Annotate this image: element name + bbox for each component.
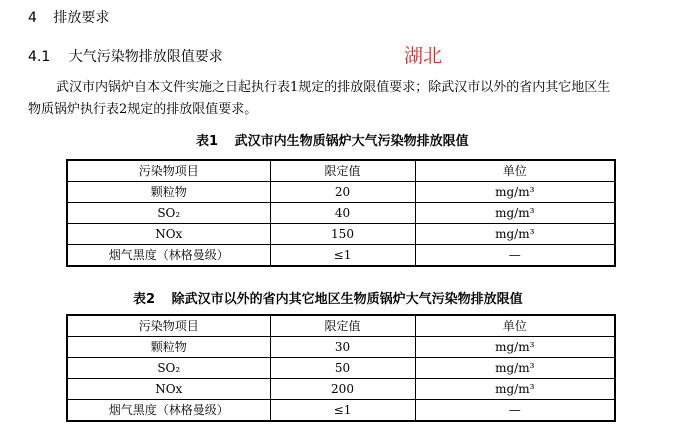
section-number: 4 xyxy=(28,10,37,26)
cell-unit: mg/m³ xyxy=(415,337,615,358)
body-paragraph xyxy=(28,77,668,121)
emission-limits-table-1 xyxy=(66,159,616,267)
table-header-row xyxy=(67,160,615,182)
cell-unit: mg/m³ xyxy=(415,379,615,400)
cell-limit: 40 xyxy=(270,203,415,224)
cell-limit: 50 xyxy=(270,358,415,379)
table-row xyxy=(67,379,615,400)
subsection-heading xyxy=(28,46,223,66)
cell-unit: mg/m³ xyxy=(415,358,615,379)
cell-unit: mg/m³ xyxy=(415,224,615,245)
header-cell-pollutant: 污染物项目 xyxy=(67,160,270,182)
cell-pollutant: 颗粒物 xyxy=(67,337,270,358)
paragraph-line-1: 武汉市内锅炉自本文件实施之日起执行表1规定的排放限值要求；除武汉市以外的省内其它地区生 xyxy=(56,80,611,95)
header-cell-unit: 单位 xyxy=(415,160,615,182)
subsection-title: 大气污染物排放限值要求 xyxy=(68,49,223,65)
table-1-caption-number: 表1 xyxy=(196,134,219,149)
region-label: 湖北 xyxy=(404,45,443,67)
cell-pollutant: 烟气黑度（林格曼级） xyxy=(67,245,270,267)
table-2-caption xyxy=(133,288,523,307)
paragraph-line-2: 物质锅炉执行表2规定的排放限值要求。 xyxy=(28,102,258,117)
cell-pollutant: NOx xyxy=(67,224,270,245)
header-cell-unit: 单位 xyxy=(415,315,615,337)
header-cell-pollutant: 污染物项目 xyxy=(67,315,270,337)
table-row xyxy=(67,400,615,422)
cell-pollutant: SO₂ xyxy=(67,203,270,224)
cell-unit: mg/m³ xyxy=(415,203,615,224)
table-row xyxy=(67,224,615,245)
table-row xyxy=(67,182,615,203)
cell-unit: mg/m³ xyxy=(415,182,615,203)
cell-limit: 200 xyxy=(270,379,415,400)
table-row xyxy=(67,203,615,224)
section-heading xyxy=(28,7,109,27)
table-row xyxy=(67,358,615,379)
header-cell-limit: 限定值 xyxy=(270,315,415,337)
table-2-caption-number: 表2 xyxy=(133,292,156,307)
emission-limits-table-2 xyxy=(66,314,616,422)
cell-unit: — xyxy=(415,245,615,267)
cell-limit: ≤1 xyxy=(270,400,415,422)
cell-limit: ≤1 xyxy=(270,245,415,267)
table-header-row xyxy=(67,315,615,337)
cell-limit: 150 xyxy=(270,224,415,245)
cell-limit: 20 xyxy=(270,182,415,203)
table-1-caption-title: 武汉市内生物质锅炉大气污染物排放限值 xyxy=(234,134,469,149)
table-row xyxy=(67,337,615,358)
section-title: 排放要求 xyxy=(53,10,110,26)
cell-unit: — xyxy=(415,400,615,422)
cell-pollutant: NOx xyxy=(67,379,270,400)
table-2-caption-title: 除武汉市以外的省内其它地区生物质锅炉大气污染物排放限值 xyxy=(171,292,523,307)
cell-limit: 30 xyxy=(270,337,415,358)
table-row xyxy=(67,245,615,267)
table-1-caption xyxy=(196,130,469,149)
cell-pollutant: 烟气黑度（林格曼级） xyxy=(67,400,270,422)
subsection-number: 4.1 xyxy=(28,49,51,65)
cell-pollutant: SO₂ xyxy=(67,358,270,379)
cell-pollutant: 颗粒物 xyxy=(67,182,270,203)
header-cell-limit: 限定值 xyxy=(270,160,415,182)
